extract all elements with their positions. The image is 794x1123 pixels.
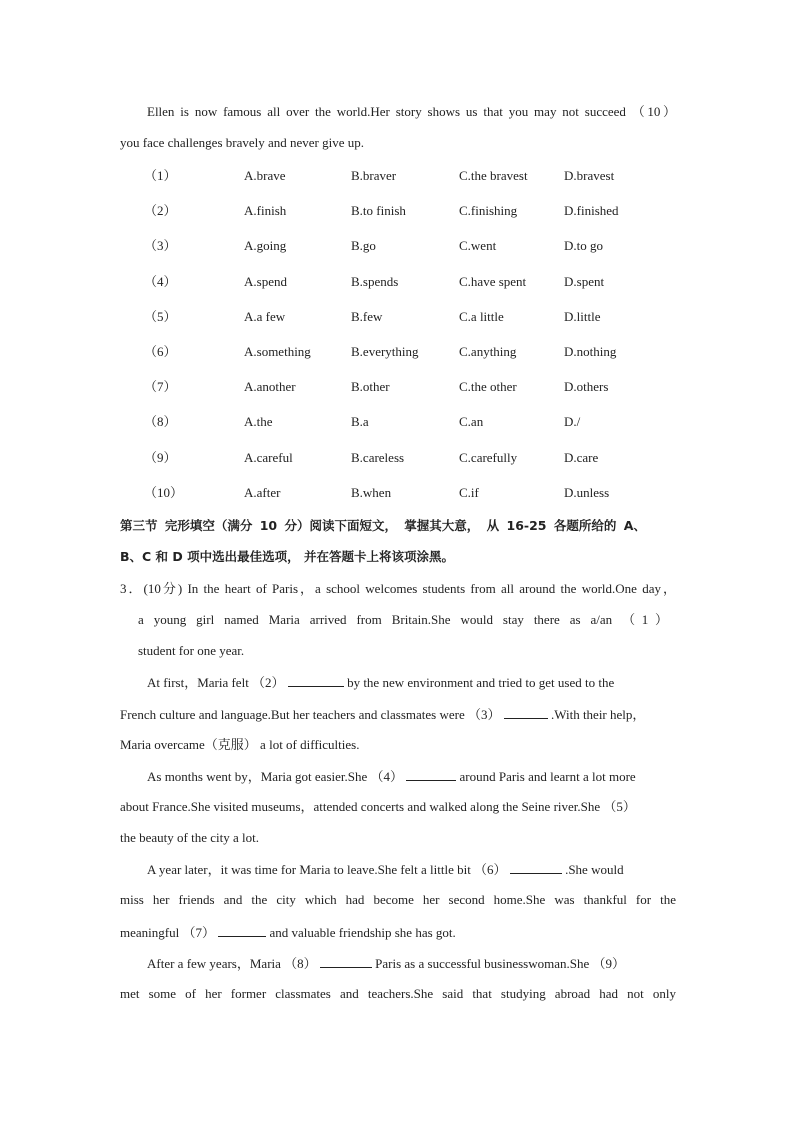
option-a[interactable]: A.going bbox=[244, 238, 287, 253]
section-heading-line-2: B、C 和 D 项中选出最佳选项， 并在答题卡上将该项涂黑。 bbox=[120, 549, 454, 564]
option-c[interactable]: C.a little bbox=[459, 309, 504, 324]
passage-line-1 bbox=[147, 674, 676, 691]
passage-text: At first，Maria felt （2） bbox=[147, 675, 285, 690]
option-d[interactable]: D.care bbox=[564, 450, 599, 465]
passage-line-8: miss her friends and the city which had become her second home.She was thankful for the bbox=[120, 892, 676, 907]
option-b[interactable]: B.a bbox=[351, 414, 369, 429]
passage-line-5: about France.She visited museums，attended concerts and walked along the Seine river.She （5） bbox=[120, 799, 636, 814]
blank-2[interactable] bbox=[288, 674, 344, 687]
option-a[interactable]: A.something bbox=[244, 344, 311, 359]
option-c[interactable]: C.finishing bbox=[459, 203, 518, 218]
option-a[interactable]: A.finish bbox=[244, 203, 287, 218]
blank-8[interactable] bbox=[320, 955, 372, 968]
option-a[interactable]: A.a few bbox=[244, 309, 286, 324]
option-row bbox=[0, 203, 794, 219]
option-b[interactable]: B.careless bbox=[351, 450, 405, 465]
blank-7[interactable] bbox=[218, 924, 266, 937]
option-number: （6） bbox=[144, 344, 177, 359]
option-number: （3） bbox=[144, 238, 177, 253]
option-row bbox=[0, 168, 794, 184]
blank-4[interactable] bbox=[406, 768, 456, 781]
passage-line-2 bbox=[120, 706, 676, 723]
option-row bbox=[0, 485, 794, 501]
passage-text: As months went by，Maria got easier.She （4） bbox=[147, 769, 403, 784]
blank-6[interactable] bbox=[510, 861, 562, 874]
question-3-line-3: student for one year. bbox=[138, 643, 245, 658]
option-number: （1） bbox=[144, 168, 177, 183]
question-3-line-1: 3．(10分) In the heart of Paris，a school welcomes students from all around the world.One day， bbox=[120, 581, 676, 596]
passage-line-9 bbox=[120, 924, 676, 941]
option-c[interactable]: C.have spent bbox=[459, 274, 527, 289]
option-number: （2） bbox=[144, 203, 177, 218]
option-number: （5） bbox=[144, 309, 177, 324]
passage-text: around Paris and learnt a lot more bbox=[459, 769, 636, 784]
option-c[interactable]: C.an bbox=[459, 414, 484, 429]
option-d[interactable]: D.nothing bbox=[564, 344, 617, 359]
option-c[interactable]: C.the other bbox=[459, 379, 517, 394]
passage-text: .With their help， bbox=[550, 707, 646, 722]
passage-line-4 bbox=[147, 768, 676, 785]
blank-3[interactable] bbox=[504, 706, 548, 719]
option-d[interactable]: D.bravest bbox=[564, 168, 615, 183]
passage-line-3: Maria overcame（克服） a lot of difficulties. bbox=[120, 737, 360, 752]
option-row bbox=[0, 274, 794, 290]
option-b[interactable]: B.everything bbox=[351, 344, 419, 359]
option-row bbox=[0, 450, 794, 466]
prev-passage-line-2: you face challenges bravely and never give up. bbox=[120, 135, 365, 150]
option-c[interactable]: C.if bbox=[459, 485, 479, 500]
option-number: （4） bbox=[144, 274, 177, 289]
option-d[interactable]: D.spent bbox=[564, 274, 605, 289]
option-row bbox=[0, 414, 794, 430]
section-heading-line-1: 第三节 完形填空（满分 10 分）阅读下面短文， 掌握其大意， 从 16-25 各题所给的 A、 bbox=[120, 518, 646, 533]
option-row bbox=[0, 379, 794, 395]
option-d[interactable]: D.little bbox=[564, 309, 601, 324]
option-number: （9） bbox=[144, 450, 177, 465]
option-d[interactable]: D./ bbox=[564, 414, 581, 429]
passage-line-10 bbox=[147, 955, 676, 972]
option-d[interactable]: D.to go bbox=[564, 238, 603, 253]
option-number: （7） bbox=[144, 379, 177, 394]
passage-text: meaningful （7） bbox=[120, 925, 215, 940]
passage-text: French culture and language.But her teachers and classmates were （3） bbox=[120, 707, 501, 722]
option-number: （8） bbox=[144, 414, 177, 429]
option-c[interactable]: C.anything bbox=[459, 344, 517, 359]
option-d[interactable]: D.finished bbox=[564, 203, 619, 218]
option-a[interactable]: A.after bbox=[244, 485, 281, 500]
option-b[interactable]: B.spends bbox=[351, 274, 399, 289]
option-b[interactable]: B.other bbox=[351, 379, 390, 394]
passage-text: A year later，it was time for Maria to leave.She felt a little bit （6） bbox=[147, 862, 507, 877]
prev-passage-line-1: Ellen is now famous all over the world.Her story shows us that you may not succeed （10） bbox=[147, 104, 676, 119]
option-row bbox=[0, 344, 794, 360]
passage-text: After a few years，Maria （8） bbox=[147, 956, 317, 971]
option-c[interactable]: C.the bravest bbox=[459, 168, 528, 183]
option-a[interactable]: A.brave bbox=[244, 168, 286, 183]
option-d[interactable]: D.others bbox=[564, 379, 609, 394]
passage-line-11: met some of her former classmates and teachers.She said that studying abroad had not only bbox=[120, 986, 676, 1001]
option-b[interactable]: B.go bbox=[351, 238, 376, 253]
option-row bbox=[0, 309, 794, 325]
option-c[interactable]: C.carefully bbox=[459, 450, 518, 465]
option-b[interactable]: B.few bbox=[351, 309, 383, 324]
option-number: （10） bbox=[144, 485, 184, 500]
option-c[interactable]: C.went bbox=[459, 238, 497, 253]
passage-text: .She would bbox=[565, 862, 624, 877]
option-a[interactable]: A.the bbox=[244, 414, 273, 429]
option-a[interactable]: A.another bbox=[244, 379, 296, 394]
passage-line-7 bbox=[147, 861, 676, 878]
option-row bbox=[0, 238, 794, 254]
passage-line-6: the beauty of the city a lot. bbox=[120, 830, 259, 845]
option-b[interactable]: B.braver bbox=[351, 168, 397, 183]
option-b[interactable]: B.to finish bbox=[351, 203, 406, 218]
question-3-line-2: a young girl named Maria arrived from Britain.She would stay there as a/an （1） bbox=[138, 612, 668, 627]
option-b[interactable]: B.when bbox=[351, 485, 392, 500]
option-a[interactable]: A.careful bbox=[244, 450, 293, 465]
option-d[interactable]: D.unless bbox=[564, 485, 610, 500]
passage-text: by the new environment and tried to get used to the bbox=[347, 675, 615, 690]
passage-text: and valuable friendship she has got. bbox=[269, 925, 456, 940]
passage-text: Paris as a successful businesswoman.She （9） bbox=[375, 956, 626, 971]
option-a[interactable]: A.spend bbox=[244, 274, 287, 289]
